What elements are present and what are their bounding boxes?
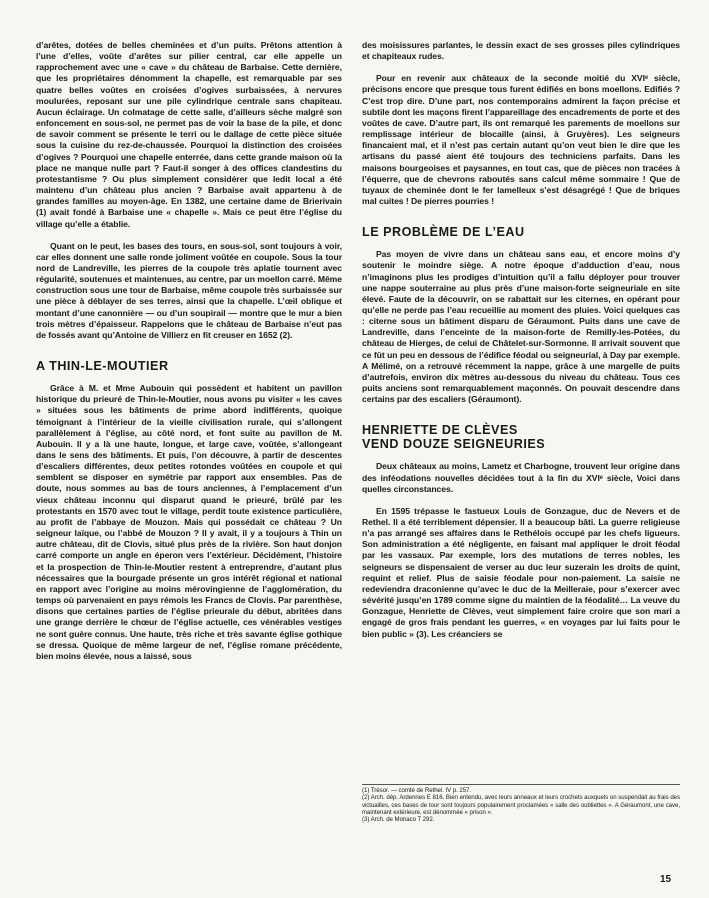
section-heading-probleme-eau: LE PROBLÈME DE L’EAU (362, 225, 525, 240)
footnote-1: (1) Trésor. — comté de Rethel. IV p. 257. (362, 787, 472, 794)
footnote-2: (2) Arch. dép. Ardennes E 816. Bien entendu, avec leurs anneaux et leurs crochets auxquels on suspendait au frais des victuailles, ces bases de tour sont toujours populairement proclamées « salle des oubliettes ». A Géraumont, une cave, maintenant extérieure, est dénommée « prison ». (362, 794, 680, 816)
page-number: 15 (660, 874, 672, 885)
left-column (36, 40, 342, 662)
paragraph-eau: Pas moyen de vivre dans un château sans eau, et encore moins d’y soutenir le moindre siège. A notre époque d’adduction d’eau, nous n’imaginons plus les prodiges d’intuition qu’il a fallu déployer pour trouver une nappe souterraine au plus près d’une maison-forte seigneuriale en site élevé. Faute de la découvrir, on se rabattait sur les citernes, en opérant pour qu’elle ne perde pas l’eau recueillie au moment des pluies. Voici quelques cas : citerne sous un bâtiment disparu de Géraumont. Puits dans une cave de Landreville, dans l’enceinte de la maison-forte de Remilly-les-Potées, du château de Hierges, de celui de Châtelet-sur-Sormonne. Il arrivait souvent que ce fût un peu en dessous de l’édifice féodal ou seigneurial, à Day par exemple. A Mélimé, on a retrouvé récemment la nappe, grâce à une margelle de puits d’autrefois, environ dix mètres au-dessous du niveau du château. Tous ces puits anciens sont remarquablement maçonnés. On pouvait descendre dans certains par des escaliers (Géraumont). (362, 249, 680, 405)
footnote-3: (3) Arch. de Monaco T 292. (362, 816, 435, 824)
section-heading-henriette-line2: VEND DOUZE SEIGNEURIES (362, 437, 546, 452)
right-column (362, 40, 680, 640)
section-heading-henriette-line1: HENRIETTE DE CLÈVES (362, 423, 518, 438)
footnotes (362, 784, 680, 823)
paragraph-tower-bases: Quant on le peut, les bases des tours, en sous-sol, sont toujours à voir, car elles donnent une salle ronde joliment voûtée en coupole. Sous la tour nord de Landreville, les pierres de la coupole très aplatie tournent avec régularité, soutenues et maintenues, au centre, par un moellon carré. Même construction sous une tour de Barbaise, même coupole très surbaissée sur une pièce à déblayer de ses terres, ainsi que la chapelle. L’œil oblique et montant d’une canonnière — ou d’un soupirail — montre que le mur a bien trois mètres d’épaisseur. Rappelons que le château de Barbaise n’eut pas de fossés avant qu’Antoine de Villierz en fit creuser en 1652 (2). (36, 240, 342, 340)
paragraph-thin-le-moutier: Grâce à M. et Mme Aubouin qui possèdent et habitent un pavillon historique du prieuré de Thin-le-Moutier, nous avons pu visiter « les caves » situées sous les bâtiments de prime abord indifférents, quoique témoignant à l’intérieur de la vieille civilisation rurale, qui s’allongent parallèlement à l’église, au côté nord, et font suite au pavillon de M. Aubouin. Il y a là une haute, longue, et large cave, voûtée, s’allongeant dans le sens des bâtiments. Et puis, l’on découvre, à partir de descentes d’escaliers différentes, deux petites rotondes voûtées en coupole et qui semblent se disposer en symétrie par rapport aux ensembles. Pas de doute, nous sommes au bas de tours anciennes, à l’emplacement d’un vieux château inconnu qui disparut quand le prieuré, brûlé par les protestants en 1570 avec tout le village, perdit toute existence particulière, au profit de l’abbaye de Mouzon. Mais qui possédait ce château ? Un seigneur laïque, ou l’abbé de Mouzon ? Il y avait, il y a toujours à Thin un autre château, dit de Clovis, situé plus près de la rivière. Son haut donjon carré comporte un angle en éperon vers l’extérieur. Décidément, l’histoire et la prospection de Thin-le-Moutier restent à entreprendre, d’autant plus nécessaires que la bourgade présente un gros intérêt régional et national en rapport avec l’origine au moins mérovingienne de l’agglomération, du temps où parvenaient en pays rémois les Francs de Clovis. Par parenthèse, disons que certaines parties de l’église prieurale du début, abritées dans une grange derrière le chœur de l’église actuelle, ces vénérables vestiges ne sont guère connus. Une haute, très riche et très savante église gothique se dressa. Quoique de même largeur de nef, l’église romane précédente, bien moins élevée, nous a laissé, sous (36, 383, 342, 661)
paragraph-gonzague: En 1595 trépasse le fastueux Louis de Gonzague, duc de Nevers et de Rethel. Il a été terriblement dépensier. Il a beaucoup bâti. La guerre religieuse n’a pas arrangé ses affaires dans le Rethélois occupé par les chefs ligueurs. Son administration a été négligente, en faisant mal appliquer le droit féodal par les vassaux. Par exemple, lors des mutations de terres nobles, les seigneurs se dispensaient de verser au duc leur suzerain les droits de quint, requint et relief. Plus de saisie féodale pour non-paiement. La saisie ne redeviendra draconienne qu’avec le duc de la Meilleraie, pour s’exercer avec sévérité jusqu’en 1789 comme signe du maintien de la féodalité… La veuve du Gonzague, Henriette de Clèves, veut simplement faire croire que son mari a engagé de gros frais pendant les guerres, « en voyages par lui faits pour le bien public » (3). Les créanciers se (362, 505, 680, 639)
paragraph-barbaise-chapel: d’arêtes, dotées de belles cheminées et d’un puits. Prêtons attention à l’une d’elles, voûte d’arêtes sur pilier central, car elle appelle un rapprochement avec une « cave » du château de Barbaise. Cette dernière, que les propriétaires dénomment la chapelle, est remarquable par ses quatre belles voûtes en croisées d’ogives surbaissées, à nervures moulurées, reposant sur une pile cylindrique centrale sans chapiteau. Aucun éclairage. Un colmatage de cette salle, d’ailleurs sèche malgré son enfoncement en sous-sol, ne permet pas de voir la base de la pile, et donc de savoir comment se présente le terri ou le dallage de cette pièce située sous la cuisine du rez-de-chaussée. Pourquoi la distinction des croisées d’ogives ? Pourquoi une chapelle enterrée, dans cette grande maison où la place ne manque nulle part ? Faut-il songer à des offices clandestins du protestantisme ? Ou plus simplement considérer que ledit local a été maintenu d’un château plus ancien ? Barbaise avait appartenu à de grandes familles au moyen-âge. En 1382, une certaine dame de Brierivain (1) avait fondé à Barbaise une « chapelle ». Mais ce peut être l’église du village qu’elle a établie. (36, 40, 342, 229)
paragraph-moisissures: des moisissures parlantes, le dessin exact de ses grosses piles cylindriques et chapiteaux rudes. (362, 40, 680, 62)
paragraph-moellons: Pour en revenir aux châteaux de la seconde moitié du XVIᵉ siècle, précisons encore que presque tous furent édifiés en bons moellons. Edifiés ? C’est trop dire. D’une part, nos contemporains admirent la façon précise et subtile dont les maçons firent l’appareillage des encadrements de porte et des voûtes de cave. D’autre part, ils ont remarqué les parements de moellons sur remplissage intérieur de blocaille (ainsi, à Gruyères). Les seigneurs financaient mal, et il n’est pas certain autant qu’on veut bien le dire que les artisans du passé aient été toujours des techniciens parfaits. Dans les maisons bourgeoises et paysannes, en tout cas, que de pièces non tracées à l’équerre, que de chevrons raboutés sans calcul même sommaire ! Que de tuyaux de cheminée dont le fer lamelleux s’est désagrégé ! Que de briques mal cuites ! De pierres pourries ! (362, 73, 680, 207)
paragraph-inféodations: Deux châteaux au moins, Lametz et Charbogne, trouvent leur origine dans des inféodations nouvelles décidées tout à la fin du XVIᵉ siècle, Voici dans quelles circonstances. (362, 461, 680, 494)
section-heading-thin-le-moutier: A THIN-LE-MOUTIER (36, 359, 169, 374)
